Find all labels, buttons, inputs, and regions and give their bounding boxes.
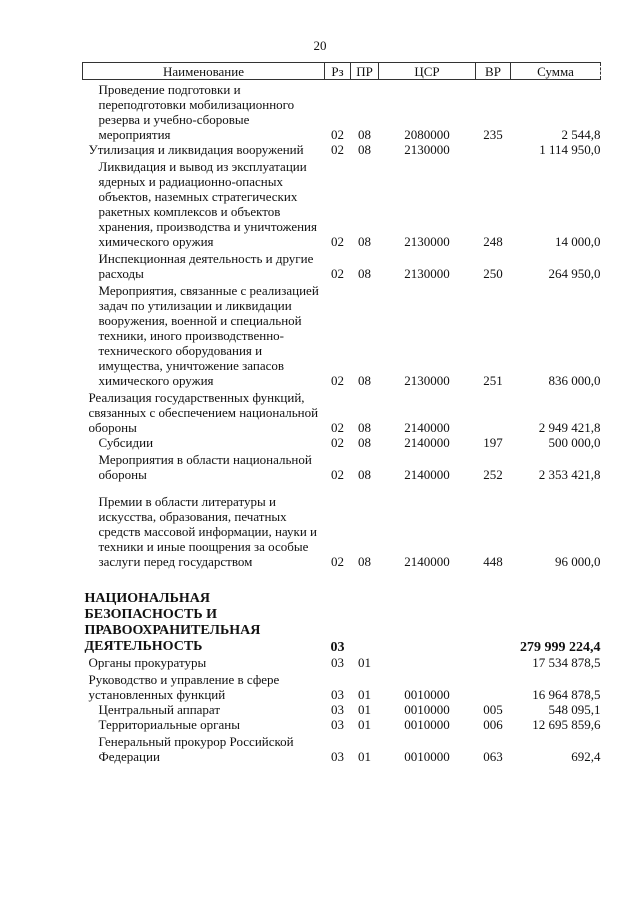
row-pr: 08: [358, 554, 371, 569]
row-name: Мероприятия, связанные с реализацией задач по утилизации и ликвидации вооружения, военной и специальной техники, иного производственно-технического оборудования и имущества, уничтожение запасов химического оружия: [98, 283, 319, 388]
row-pr: 01: [358, 717, 371, 732]
row-sum: 16 964 878,5: [532, 687, 601, 702]
row-csr: 2130000: [404, 142, 450, 157]
row-name: Руководство и управление в сфере установленных функций: [88, 672, 280, 702]
budget-table: [82, 62, 601, 764]
row-sum: 836 000,0: [548, 373, 601, 388]
section-vr: [476, 591, 511, 655]
row-name: Реализация государственных функций, связанных с обеспечением национальной обороны: [88, 390, 319, 435]
row-name: Ликвидация и вывод из эксплуатации ядерных и радиационно-опасных объектов, наземных стратегических ракетных комплексов и объектов хранения, производства и уничтожения химического оружия: [98, 159, 317, 249]
row-sum: 14 000,0: [555, 234, 601, 249]
row-name: Генеральный прокурор Российской Федерации: [98, 734, 294, 764]
row-csr: 0010000: [404, 717, 450, 732]
section-name: НАЦИОНАЛЬНАЯ БЕЗОПАСНОСТЬ И ПРАВООХРАНИТЕЛЬНАЯ ДЕЯТЕЛЬНОСТЬ: [84, 591, 261, 654]
row-vr: [476, 655, 511, 670]
row-vr: 197: [483, 435, 503, 450]
row-pr: 08: [358, 373, 371, 388]
row-pr: 08: [358, 142, 371, 157]
row-rz: 02: [331, 127, 344, 142]
table-row: [83, 435, 601, 450]
row-csr: 2140000: [404, 435, 450, 450]
row-csr: [379, 655, 476, 670]
row-pr: 01: [358, 749, 371, 764]
row-rz: 02: [331, 266, 344, 281]
row-csr: 0010000: [404, 687, 450, 702]
table-row: [83, 450, 601, 482]
row-vr: 006: [483, 717, 503, 732]
row-rz: 03: [331, 687, 344, 702]
row-csr: 2140000: [404, 420, 450, 435]
row-rz: 03: [331, 655, 344, 670]
row-name: Инспекционная деятельность и другие расходы: [98, 251, 314, 281]
header-sum: Сумма: [511, 63, 601, 80]
header-pr: ПР: [351, 63, 379, 80]
row-rz: 02: [331, 467, 344, 482]
row-sum: 12 695 859,6: [532, 717, 601, 732]
page-number: 20: [313, 38, 327, 53]
row-sum: 2 544,8: [561, 127, 601, 142]
row-rz: 03: [331, 717, 344, 732]
row-csr: 0010000: [404, 702, 450, 717]
row-rz: 02: [331, 554, 344, 569]
row-pr: 08: [358, 234, 371, 249]
row-pr: 08: [358, 127, 371, 142]
table-header-row: [83, 63, 601, 80]
row-pr: 08: [358, 420, 371, 435]
row-vr: 252: [483, 467, 503, 482]
row-csr: 2140000: [404, 554, 450, 569]
row-vr: 448: [483, 554, 503, 569]
row-rz: 02: [331, 435, 344, 450]
table-row: [83, 717, 601, 732]
table-row: [83, 281, 601, 388]
table-row: [83, 494, 601, 569]
row-rz: 02: [331, 234, 344, 249]
row-rz: 03: [331, 749, 344, 764]
row-vr: 005: [483, 702, 503, 717]
row-vr: [476, 670, 511, 702]
section-rz: 03: [330, 640, 345, 655]
header-csr: ЦСР: [379, 63, 476, 80]
row-name: Центральный аппарат: [98, 702, 221, 717]
row-vr: 248: [483, 234, 503, 249]
table-row: [83, 670, 601, 702]
row-pr: 01: [358, 655, 371, 670]
spacer-row: [83, 482, 601, 494]
table-row: [83, 249, 601, 281]
row-pr: 01: [358, 702, 371, 717]
row-pr: 08: [358, 435, 371, 450]
table-row: [83, 388, 601, 435]
section-row: [83, 591, 601, 655]
row-name: Субсидии: [98, 435, 154, 450]
row-sum: 264 950,0: [548, 266, 601, 281]
row-vr: 251: [483, 373, 503, 388]
header-rz: Рз: [325, 63, 351, 80]
header-vr: ВР: [476, 63, 511, 80]
row-vr: [476, 142, 511, 157]
row-name: Утилизация и ликвидация вооружений: [88, 142, 304, 157]
section-pr: [351, 591, 379, 655]
row-sum: 2 949 421,8: [538, 420, 601, 435]
row-sum: 692,4: [571, 749, 601, 764]
table-row: [83, 732, 601, 764]
section-csr: [379, 591, 476, 655]
row-vr: 235: [483, 127, 503, 142]
row-csr: 2130000: [404, 234, 450, 249]
row-sum: 17 534 878,5: [532, 655, 601, 670]
row-pr: 08: [358, 467, 371, 482]
row-name: Премии в области литературы и искусства, образования, печатных средств массовой информации, науки и техники и иные поощрения за особые заслуги перед государством: [98, 494, 317, 569]
row-rz: 02: [331, 420, 344, 435]
row-name: Мероприятия в области национальной обороны: [98, 452, 312, 482]
row-pr: 08: [358, 266, 371, 281]
header-name: Наименование: [83, 63, 325, 80]
row-pr: 01: [358, 687, 371, 702]
table-row: [83, 655, 601, 670]
row-vr: 250: [483, 266, 503, 281]
table-row: [83, 142, 601, 157]
spacer-row: [83, 569, 601, 591]
row-vr: [476, 388, 511, 435]
section-sum: 279 999 224,4: [520, 640, 601, 655]
row-sum: 1 114 950,0: [539, 142, 601, 157]
row-rz: 02: [331, 142, 344, 157]
row-name: Органы прокуратуры: [88, 655, 207, 670]
row-csr: 2130000: [404, 266, 450, 281]
row-rz: 02: [331, 373, 344, 388]
row-sum: 500 000,0: [548, 435, 601, 450]
row-name: Территориальные органы: [98, 717, 240, 732]
row-csr: 2080000: [404, 127, 450, 142]
row-name: Проведение подготовки и переподготовки мобилизационного резерва и учебно-сборовые мероприятия: [98, 82, 295, 142]
row-sum: 96 000,0: [555, 554, 601, 569]
row-vr: 063: [483, 749, 503, 764]
table-row: [83, 80, 601, 143]
row-csr: 2130000: [404, 373, 450, 388]
row-sum: 2 353 421,8: [538, 467, 601, 482]
row-csr: 0010000: [404, 749, 450, 764]
table-row: [83, 157, 601, 249]
row-rz: 03: [331, 702, 344, 717]
row-sum: 548 095,1: [548, 702, 601, 717]
table-row: [83, 702, 601, 717]
row-csr: 2140000: [404, 467, 450, 482]
